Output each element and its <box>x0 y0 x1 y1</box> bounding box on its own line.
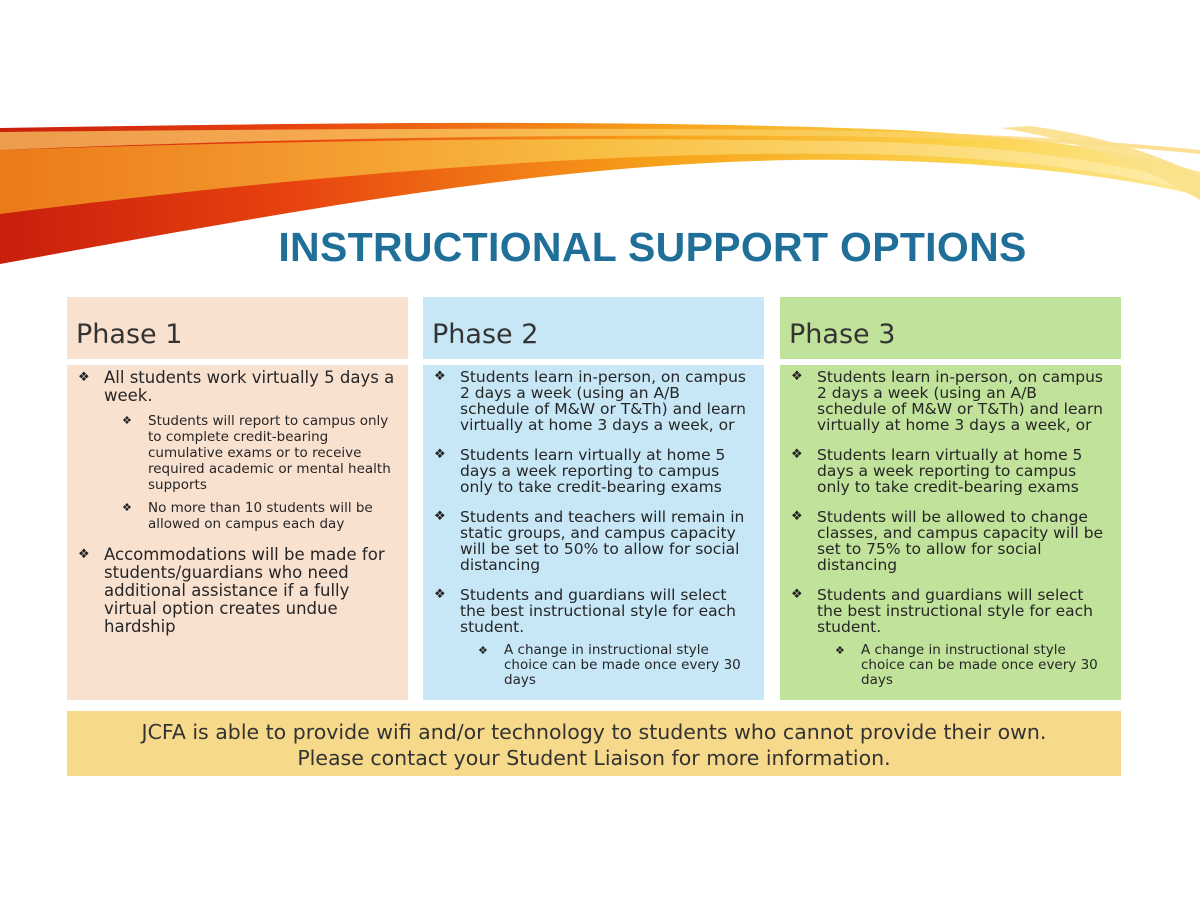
list-item: ❖ Students and guardians will select the best instructional style for each student. ❖ A change in instructional style choice can be made once every 30 days <box>432 587 754 688</box>
page-title: INSTRUCTIONAL SUPPORT OPTIONS <box>278 224 1027 270</box>
phase-1-heading: Phase 1 <box>67 297 408 359</box>
phase-3-panel <box>780 297 1121 700</box>
info-banner <box>67 711 1121 776</box>
phase-1-content <box>67 365 408 700</box>
phase-3-heading: Phase 3 <box>780 297 1121 359</box>
list-item: ❖ Students and teachers will remain in static groups, and campus capacity will be set to 50% to allow for social distancing <box>432 509 754 573</box>
list-item: ❖ All students work virtually 5 days a week. ❖ Students will report to campus only to complete credit-bearing cumulative exams or to receive required academic or mental health supports ❖ No more than 10 students will be allowed on campus each day <box>76 369 398 532</box>
list-item: ❖ Students learn in-person, on campus 2 days a week (using an A/B schedule of M&W or T&Th) and learn virtually at home 3 days a week, or <box>789 369 1111 433</box>
phase-2-content <box>423 365 764 700</box>
sub-list-item: ❖ Students will report to campus only to complete credit-bearing cumulative exams or to receive required academic or mental health supports <box>104 413 398 493</box>
sub-list-item: ❖ No more than 10 students will be allowed on campus each day <box>104 500 398 532</box>
list-item: ❖ Students will be allowed to change classes, and campus capacity will be set to 75% to allow for social distancing <box>789 509 1111 573</box>
list-item: ❖ Students learn virtually at home 5 days a week reporting to campus only to take credit-bearing exams <box>789 447 1111 495</box>
list-item: ❖ Students learn virtually at home 5 days a week reporting to campus only to take credit-bearing exams <box>432 447 754 495</box>
banner-line-1: JCFA is able to provide wifi and/or technology to students who cannot provide their own. <box>141 720 1047 744</box>
banner-line-2: Please contact your Student Liaison for more information. <box>297 746 891 770</box>
phase-2-panel <box>423 297 764 700</box>
list-item: ❖ Students learn in-person, on campus 2 days a week (using an A/B schedule of M&W or T&Th) and learn virtually at home 3 days a week, or <box>432 369 754 433</box>
sub-list-item: ❖ A change in instructional style choice can be made once every 30 days <box>460 643 754 688</box>
phase-3-content <box>780 365 1121 700</box>
list-item: ❖ Accommodations will be made for students/guardians who need additional assistance if a fully virtual option creates undue hardship <box>76 546 398 636</box>
list-item: ❖ Students and guardians will select the best instructional style for each student. ❖ A change in instructional style choice can be made once every 30 days <box>789 587 1111 688</box>
sub-list-item: ❖ A change in instructional style choice can be made once every 30 days <box>817 643 1111 688</box>
phase-1-panel <box>67 297 408 700</box>
phase-2-heading: Phase 2 <box>423 297 764 359</box>
